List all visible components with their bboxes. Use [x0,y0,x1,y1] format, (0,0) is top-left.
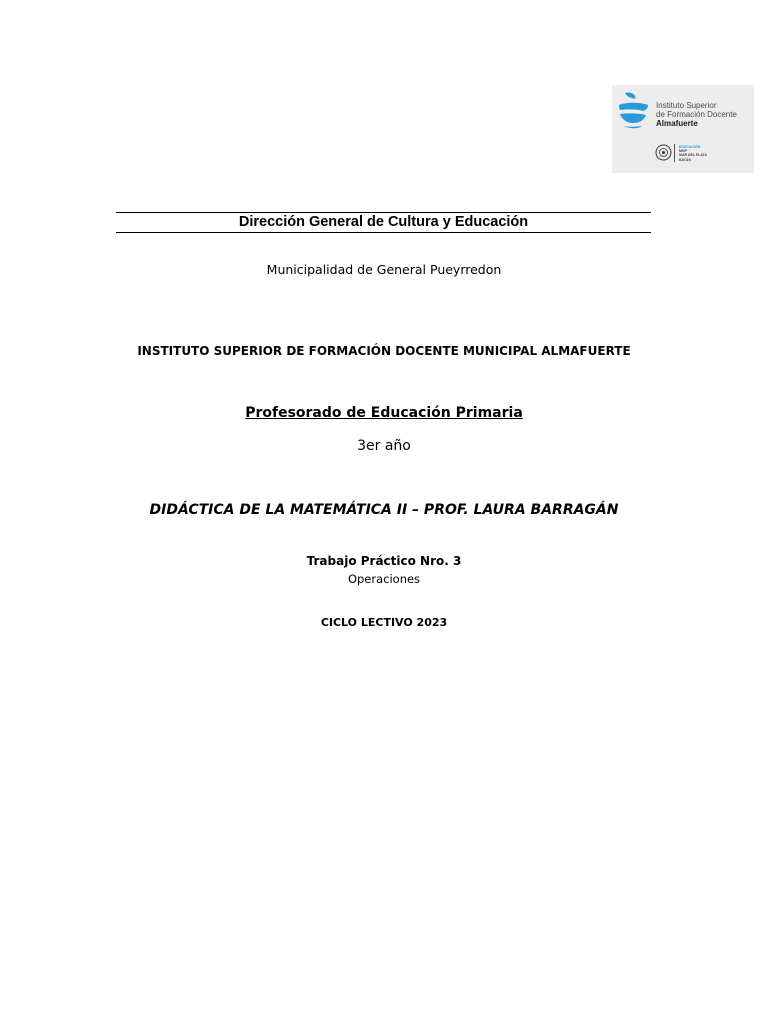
assignment-topic: Operaciones [347,572,421,586]
logo-small-3: MAR DEL PLATA [679,153,707,158]
logo-divider [674,144,675,162]
assignment-title: Trabajo Práctico Nro. 3 [306,554,462,568]
subject-title: DIDÁCTICA DE LA MATEMÁTICA II – PROF. LAURA BARRAGÁN [149,502,619,518]
document-header: Dirección General de Cultura y Educación [238,214,529,230]
school-cycle: CICLO LECTIVO 2023 [320,616,448,629]
header-rule-bottom [116,232,651,233]
logo-line-1: Instituto Superior [656,101,717,110]
program-title: Profesorado de Educación Primaria [245,405,523,421]
logo-text [656,101,737,128]
logo-small-1: EDUCACIÓN [679,145,701,149]
logo-small-4: BATÁN [679,157,691,162]
logo-small-text [679,145,707,162]
institute-logo [612,85,754,173]
globe-logo-icon [615,89,653,133]
institute-name: INSTITUTO SUPERIOR DE FORMACIÓN DOCENTE MUNICIPAL ALMAFUERTE [137,344,631,358]
course-year: 3er año [357,438,411,454]
municipal-seal-icon [655,144,672,161]
logo-small-2: MGP [679,149,687,154]
municipality-line: Municipalidad de General Pueyrredon [266,262,502,277]
logo-line-3: Almafuerte [656,119,698,128]
logo-line-2: de Formación Docente [656,110,737,119]
